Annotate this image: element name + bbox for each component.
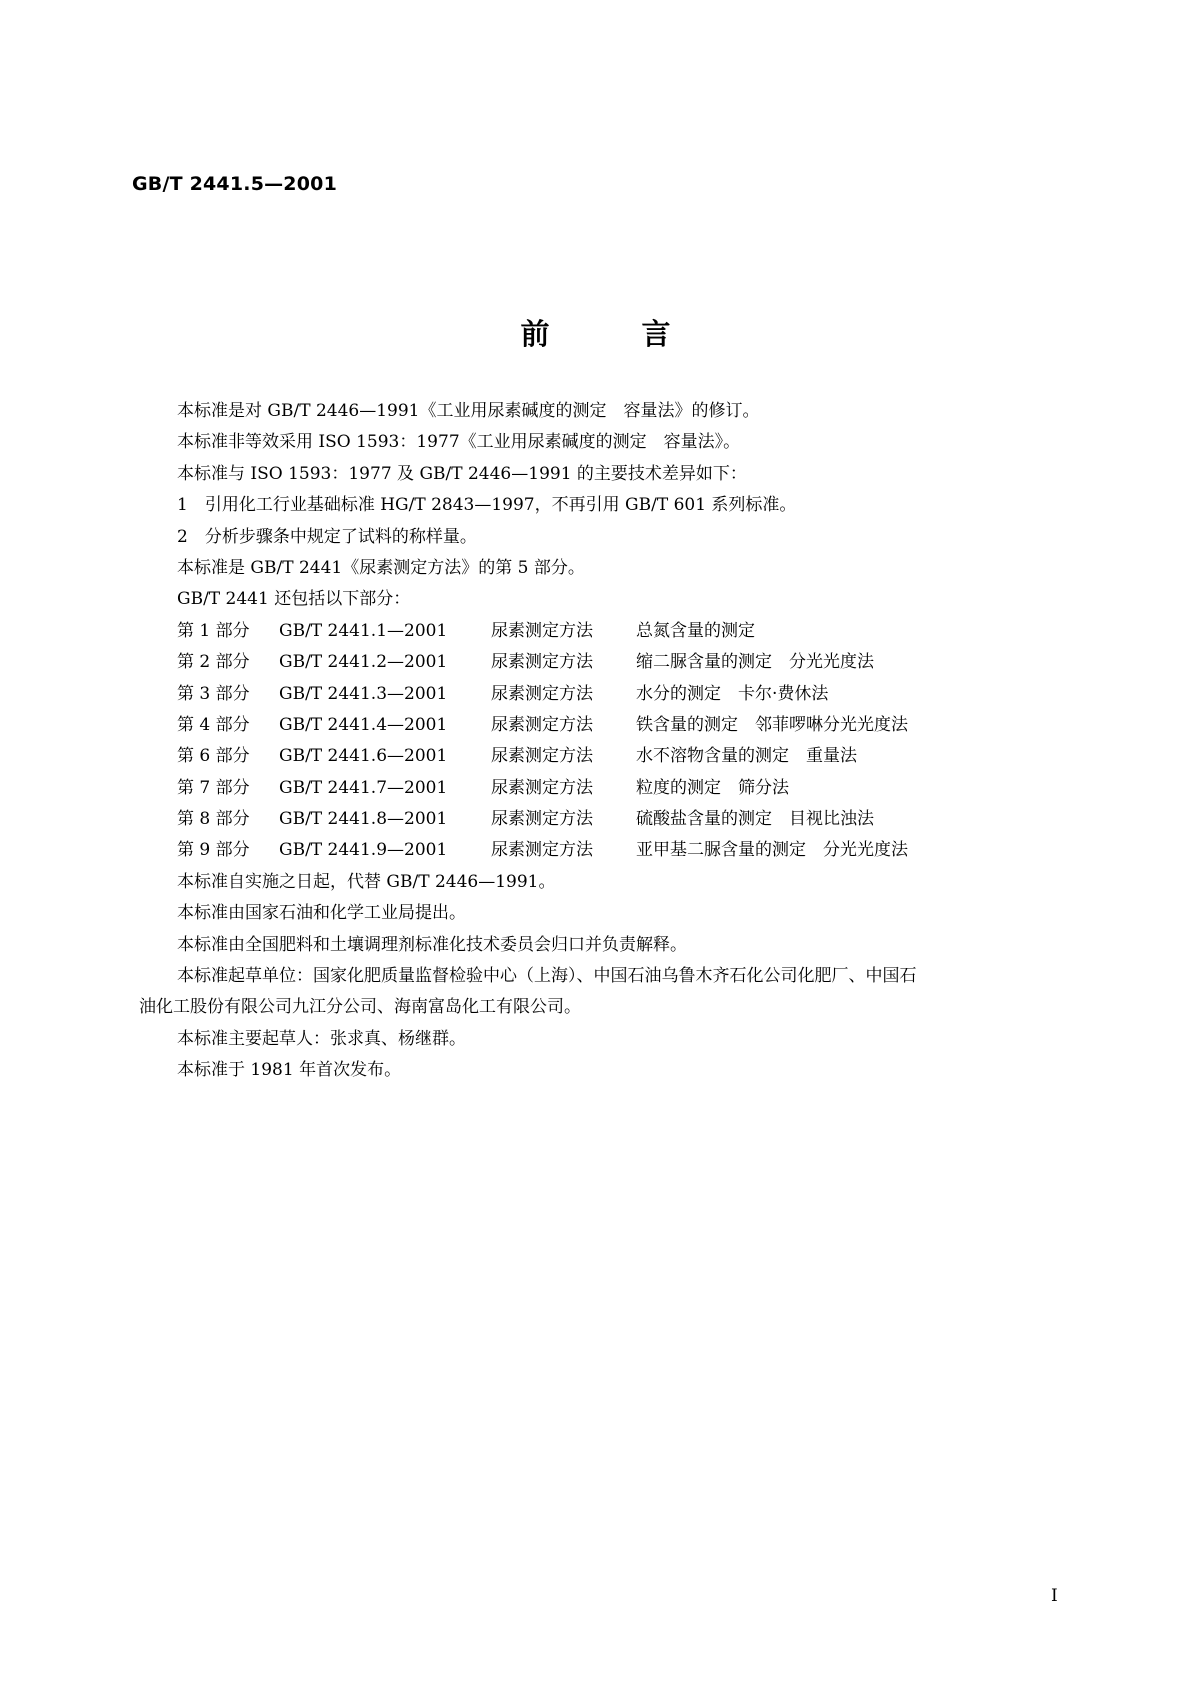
part-method: 尿素测定方法 — [491, 746, 593, 767]
parts-list — [139, 616, 1049, 867]
drafting-units-line-2: 油化工股份有限公司九江分公司、海南富岛化工有限公司。 — [139, 997, 581, 1018]
list-item — [139, 804, 1049, 835]
paragraph-drafters: 本标准主要起草人：张求真、杨继群。 — [177, 1028, 466, 1049]
part-code: GB/T 2441.3—2001 — [279, 683, 448, 704]
list-item — [139, 679, 1049, 710]
part-code: GB/T 2441.7—2001 — [279, 777, 448, 798]
part-subject: 铁含量的测定 邻菲啰啉分光光度法 — [636, 714, 908, 735]
list-item — [139, 835, 1049, 866]
part-label: 第 2 部分 — [177, 652, 250, 673]
paragraph-revision: 本标准是对 GB/T 2446—1991《工业用尿素碱度的测定 容量法》的修订。 — [177, 401, 760, 421]
part-code: GB/T 2441.2—2001 — [279, 652, 448, 673]
paragraph-proposer: 本标准由国家石油和化学工业局提出。 — [177, 903, 466, 924]
part-subject: 水不溶物含量的测定 重量法 — [636, 746, 857, 767]
part-code: GB/T 2441.1—2001 — [279, 620, 448, 641]
part-label: 第 3 部分 — [177, 683, 250, 704]
part-code: GB/T 2441.8—2001 — [279, 809, 448, 830]
part-label: 第 4 部分 — [177, 714, 250, 735]
paragraph-equivalence: 本标准非等效采用 ISO 1593：1977《工业用尿素碱度的测定 容量法》。 — [177, 432, 741, 453]
part-method: 尿素测定方法 — [491, 683, 593, 704]
part-subject: 亚甲基二脲含量的测定 分光光度法 — [636, 840, 908, 861]
part-subject: 水分的测定 卡尔·费休法 — [636, 683, 829, 704]
paragraph-differences-intro: 本标准与 ISO 1593：1977 及 GB/T 2446—1991 的主要技术差异如下： — [177, 463, 747, 484]
part-subject: 总氮含量的测定 — [636, 620, 755, 641]
part-label: 第 8 部分 — [177, 809, 250, 830]
standard-code: GB/T 2441.5—2001 — [132, 173, 337, 195]
list-item — [139, 710, 1049, 741]
paragraph-parts-intro: GB/T 2441 还包括以下部分： — [177, 589, 411, 610]
paragraph-part-of-series: 本标准是 GB/T 2441《尿素测定方法》的第 5 部分。 — [177, 557, 585, 578]
difference-item-1: 1 引用化工行业基础标准 HG/T 2843—1997，不再引用 GB/T 601 系列标准。 — [177, 495, 797, 516]
part-code: GB/T 2441.9—2001 — [279, 840, 448, 861]
part-method: 尿素测定方法 — [491, 652, 593, 673]
part-code: GB/T 2441.6—2001 — [279, 746, 448, 767]
difference-item-2: 2 分析步骤条中规定了试料的称样量。 — [177, 526, 477, 547]
list-item — [139, 616, 1049, 647]
part-method: 尿素测定方法 — [491, 809, 593, 830]
paragraph-replacement: 本标准自实施之日起，代替 GB/T 2446—1991。 — [177, 871, 556, 892]
drafting-units-line-1: 本标准起草单位：国家化肥质量监督检验中心（上海）、中国石油乌鲁木齐石化公司化肥厂、中国石 — [177, 966, 917, 987]
page-title: 前 言 — [520, 317, 671, 351]
part-code: GB/T 2441.4—2001 — [279, 714, 448, 735]
part-label: 第 9 部分 — [177, 840, 250, 861]
paragraph-drafting-units — [139, 961, 1049, 1024]
paragraph-responsible-committee: 本标准由全国肥料和土壤调理剂标准化技术委员会归口并负责解释。 — [177, 934, 687, 955]
part-method: 尿素测定方法 — [491, 620, 593, 641]
part-label: 第 7 部分 — [177, 777, 250, 798]
list-item — [139, 647, 1049, 678]
part-method: 尿素测定方法 — [491, 714, 593, 735]
part-label: 第 1 部分 — [177, 620, 250, 641]
part-subject: 粒度的测定 筛分法 — [636, 777, 789, 798]
part-subject: 硫酸盐含量的测定 目视比浊法 — [636, 809, 874, 830]
part-label: 第 6 部分 — [177, 746, 250, 767]
document-body — [139, 396, 1049, 1087]
paragraph-first-release: 本标准于 1981 年首次发布。 — [177, 1060, 402, 1081]
list-item — [139, 773, 1049, 804]
list-item — [139, 741, 1049, 772]
part-method: 尿素测定方法 — [491, 777, 593, 798]
page-number: I — [1051, 1586, 1058, 1606]
part-subject: 缩二脲含量的测定 分光光度法 — [636, 652, 874, 673]
part-method: 尿素测定方法 — [491, 840, 593, 861]
